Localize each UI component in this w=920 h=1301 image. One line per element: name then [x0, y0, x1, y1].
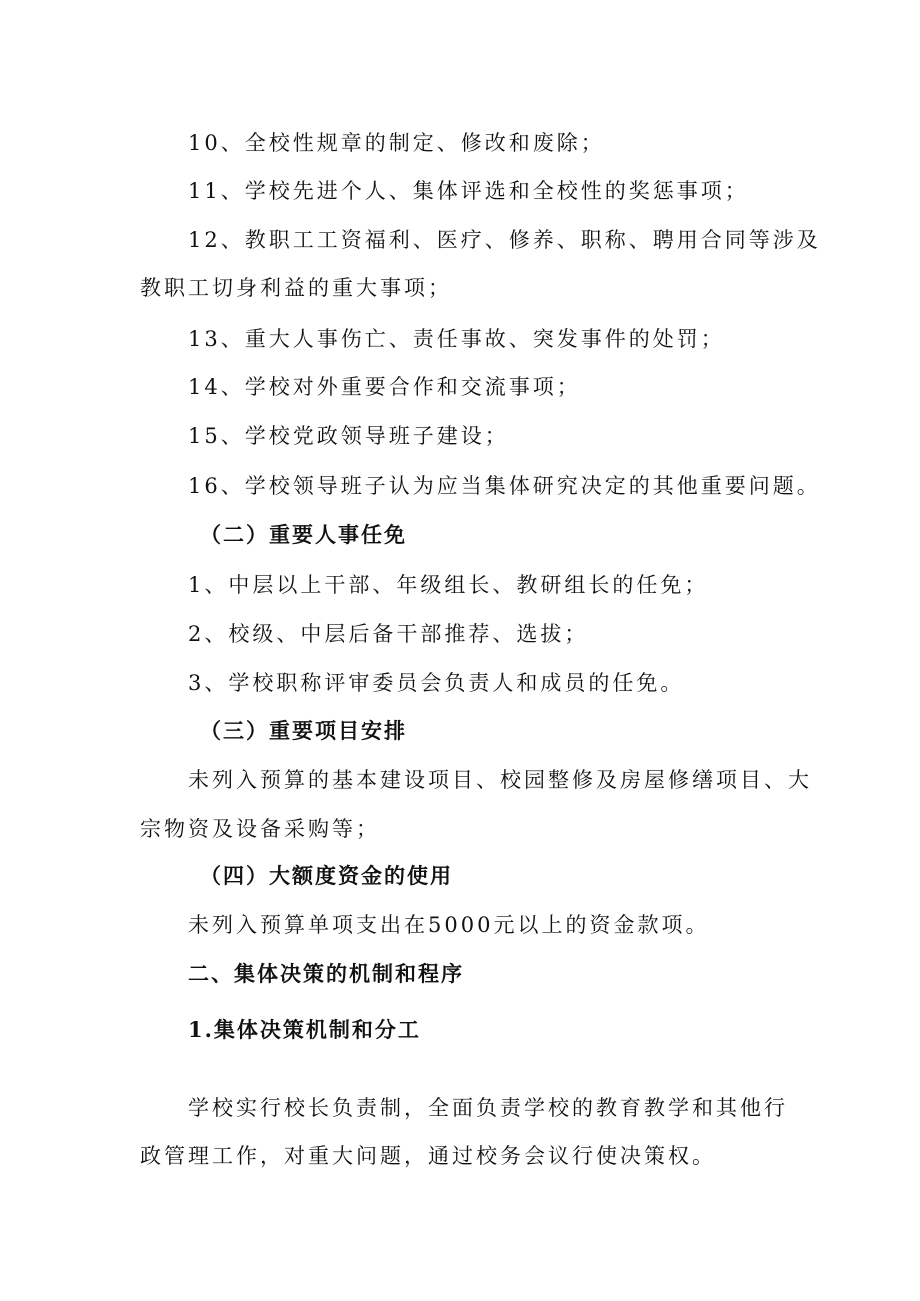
item-15: 15、学校党政领导班子建设；: [188, 424, 509, 448]
section-2-item-3: 3、学校职称评审委员会负责人和成员的任免。: [188, 671, 685, 695]
section-3-line-2: 宗物资及设备采购等；: [140, 817, 380, 841]
part-2-line-2: 政管理工作，对重大问题，通过校务会议行使决策权。: [140, 1144, 716, 1168]
item-13: 13、重大人事伤亡、责任事故、突发事件的处罚；: [188, 327, 725, 351]
section-2-heading: （二）重要人事任免: [200, 522, 407, 547]
section-2-item-1: 1、中层以上干部、年级组长、教研组长的任免；: [188, 573, 709, 597]
item-14: 14、学校对外重要合作和交流事项；: [188, 375, 581, 399]
item-10: 10、全校性规章的制定、修改和废除；: [188, 131, 605, 155]
section-2-item-2: 2、校级、中层后备干部推荐、选拔；: [188, 622, 589, 646]
part-2-subheading: 1.集体决策机制和分工: [188, 1017, 421, 1042]
section-4-line: 未列入预算单项支出在5000元以上的资金款项。: [188, 913, 710, 937]
item-11: 11、学校先进个人、集体评选和全校性的奖惩事项；: [188, 179, 749, 203]
section-3-line-1: 未列入预算的基本建设项目、校园整修及房屋修缮项目、大: [188, 768, 812, 792]
section-4-heading: （四）大额度资金的使用: [200, 863, 453, 888]
item-12-line-1: 12、教职工工资福利、医疗、修养、职称、聘用合同等涉及: [188, 228, 821, 252]
part-2-heading: 二、集体决策的机制和程序: [188, 961, 464, 986]
part-2-line-1: 学校实行校长负责制，全面负责学校的教育教学和其他行: [188, 1096, 788, 1120]
item-16: 16、学校领导班子认为应当集体研究决定的其他重要问题。: [188, 474, 821, 498]
item-12-line-2: 教职工切身利益的重大事项；: [140, 276, 452, 300]
section-3-heading: （三）重要项目安排: [200, 718, 407, 743]
